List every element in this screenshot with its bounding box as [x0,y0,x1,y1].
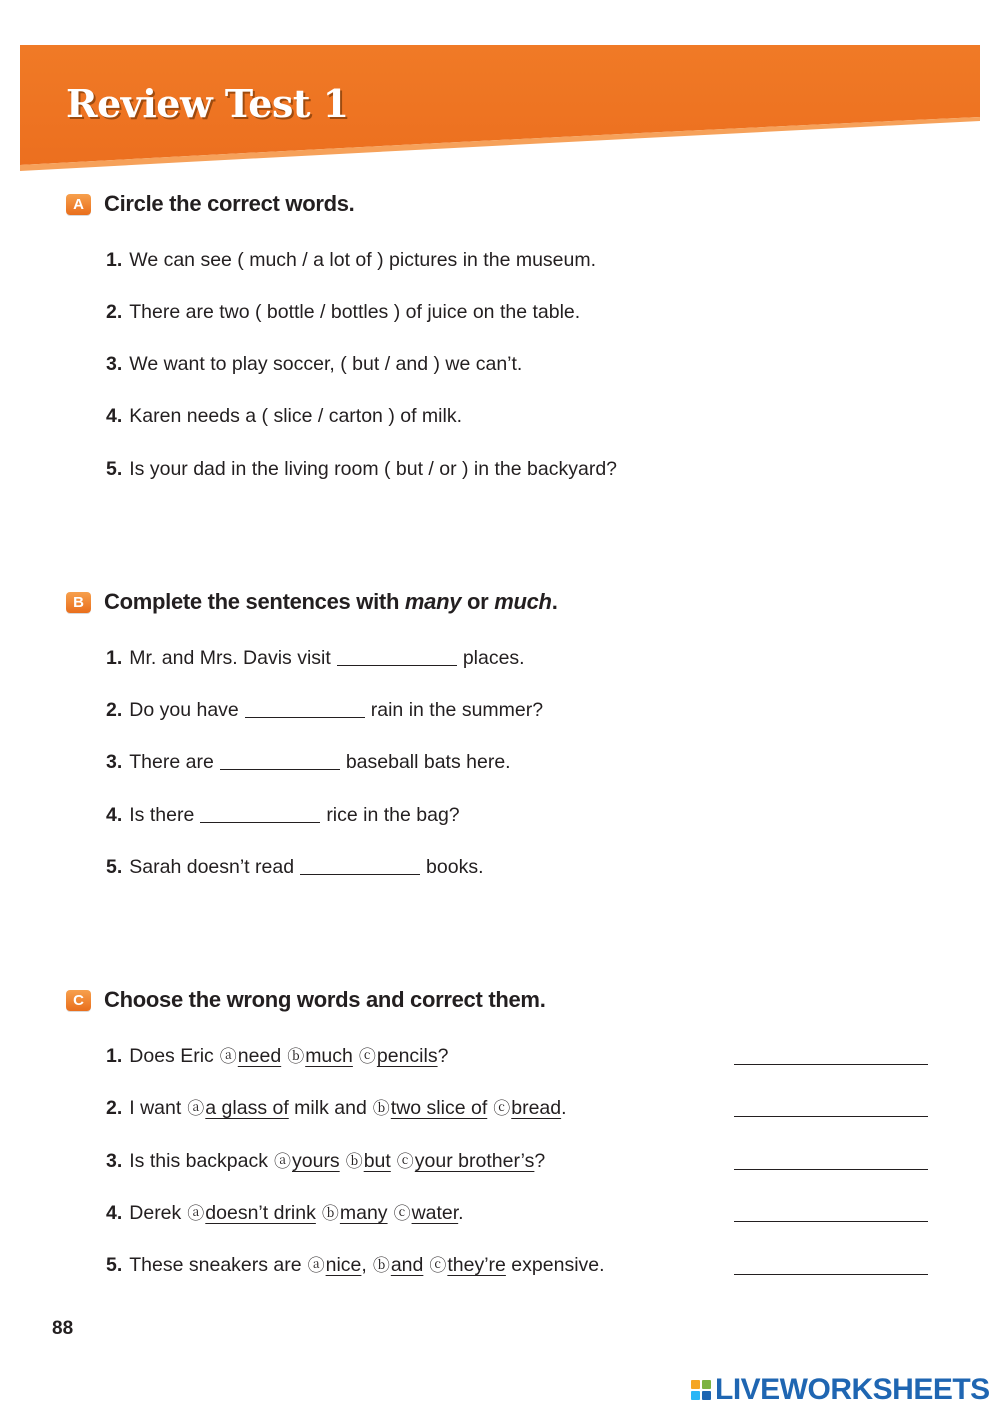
page-title: Review Test 1 [66,81,349,126]
option-c[interactable]: pencils [376,1045,438,1067]
item-number: 2. [106,301,123,323]
section-a-heading [66,190,354,218]
item-number: 5. [106,458,123,480]
item-number: 5. [106,1254,123,1276]
item-text-before: Is there [129,804,195,826]
item-number: 3. [106,751,123,773]
section-a-title: Circle the correct words. [104,191,355,216]
section-b-item [106,644,525,672]
separator: milk and [288,1097,367,1119]
item-number: 1. [106,647,123,669]
page-number: 88 [52,1318,74,1339]
answer-blank[interactable] [245,699,365,718]
option-a[interactable]: need [237,1045,282,1067]
section-c-item [106,1094,567,1122]
option-b[interactable]: and [390,1254,424,1276]
header-banner [20,45,980,171]
section-a-item [106,298,580,326]
option-b[interactable]: many [339,1202,388,1224]
brand-icon [691,1380,711,1400]
item-prefix: These sneakers are [129,1254,302,1276]
marker-c: ⓒ [493,1099,511,1118]
item-text-after: baseball bats here. [345,751,511,773]
item-text-after: books. [426,856,484,878]
item-number: 4. [106,804,123,826]
title-part: or [461,589,495,614]
item-number: 3. [106,1150,123,1172]
brand-logo[interactable] [691,1373,990,1407]
item-text-before: Sarah doesn’t read [129,856,295,878]
item-text: Karen needs a ( slice / carton ) of milk. [129,405,462,427]
section-b-badge: B [66,592,91,613]
answer-blank[interactable] [220,751,340,770]
section-c-item [106,1147,545,1175]
item-text-before: Do you have [129,699,239,721]
marker-b: ⓑ [372,1099,390,1118]
option-a[interactable]: yours [292,1150,340,1172]
section-c-item [106,1251,605,1279]
item-text: We want to play soccer, ( but / and ) we can’t. [129,353,523,375]
item-text-before: There are [129,751,214,773]
item-prefix: Does Eric [129,1045,214,1067]
separator: , [361,1254,367,1276]
section-b-title [104,589,558,615]
answer-line[interactable] [734,1274,928,1275]
section-b-item [106,853,484,881]
section-b-item [106,748,511,776]
marker-b: ⓑ [287,1047,305,1066]
title-part: Complete the sentences with [104,589,405,614]
item-number: 1. [106,249,123,271]
item-number: 4. [106,405,123,427]
marker-c: ⓒ [429,1256,447,1275]
section-a-badge: A [66,194,91,215]
item-ending: . [561,1097,567,1119]
section-c-title: Choose the wrong words and correct them. [104,987,546,1012]
section-a-item [106,246,596,274]
option-b[interactable]: much [305,1045,353,1067]
item-ending: ? [437,1045,449,1067]
section-a-item [106,350,522,378]
section-a-item [106,402,462,430]
item-prefix: Derek [129,1202,182,1224]
option-a[interactable]: nice [325,1254,362,1276]
section-a-item [106,455,617,483]
marker-a: ⓐ [219,1047,237,1066]
marker-c: ⓒ [358,1047,376,1066]
answer-blank[interactable] [337,647,457,666]
item-text: There are two ( bottle / bottles ) of juice on the table. [129,301,581,323]
item-text-after: places. [462,647,525,669]
item-ending: . [458,1202,464,1224]
section-c-item [106,1199,464,1227]
item-number: 5. [106,856,123,878]
answer-line[interactable] [734,1116,928,1117]
marker-b: ⓑ [345,1152,363,1171]
item-prefix: Is this backpack [129,1150,268,1172]
brand-name: LIVEWORKSHEETS [715,1373,990,1406]
marker-a: ⓐ [307,1256,325,1275]
option-c[interactable]: your brother’s [414,1150,535,1172]
marker-b: ⓑ [321,1204,339,1223]
marker-b: ⓑ [372,1256,390,1275]
option-b[interactable]: two slice of [390,1097,488,1119]
option-a[interactable]: a glass of [205,1097,289,1119]
marker-c: ⓒ [393,1204,411,1223]
title-emphasis-many: many [404,589,462,614]
title-part: . [551,589,558,614]
marker-a: ⓐ [187,1099,205,1118]
answer-blank[interactable] [300,856,420,875]
item-number: 1. [106,1045,123,1067]
option-c[interactable]: bread [511,1097,562,1119]
marker-c: ⓒ [396,1152,414,1171]
item-number: 2. [106,1097,123,1119]
item-text: We can see ( much / a lot of ) pictures in the museum. [129,249,597,271]
item-text-after: rain in the summer? [370,699,544,721]
section-b-item [106,801,460,829]
answer-line[interactable] [734,1221,928,1222]
option-a[interactable]: doesn’t drink [205,1202,316,1224]
section-b-item [106,696,543,724]
marker-a: ⓐ [274,1152,291,1171]
answer-line[interactable] [734,1064,928,1065]
option-c[interactable]: they’re [447,1254,506,1276]
item-ending: ? [534,1150,546,1172]
item-ending: expensive. [505,1254,605,1276]
item-text-before: Mr. and Mrs. Davis visit [129,647,331,669]
option-b[interactable]: but [363,1150,391,1172]
answer-line[interactable] [734,1169,928,1170]
answer-blank[interactable] [200,804,320,823]
item-number: 4. [106,1202,123,1224]
section-c-item [106,1042,448,1070]
option-c[interactable]: water [411,1202,459,1224]
marker-a: ⓐ [187,1204,205,1223]
item-number: 2. [106,699,123,721]
section-c-heading [66,986,546,1014]
section-b-heading [66,588,558,616]
item-prefix: I want [129,1097,182,1119]
item-text-after: rice in the bag? [326,804,460,826]
title-emphasis-much: much [494,589,552,614]
item-text: Is your dad in the living room ( but / or ) in the backyard? [129,458,618,480]
section-c-badge: C [66,990,91,1011]
item-number: 3. [106,353,123,375]
